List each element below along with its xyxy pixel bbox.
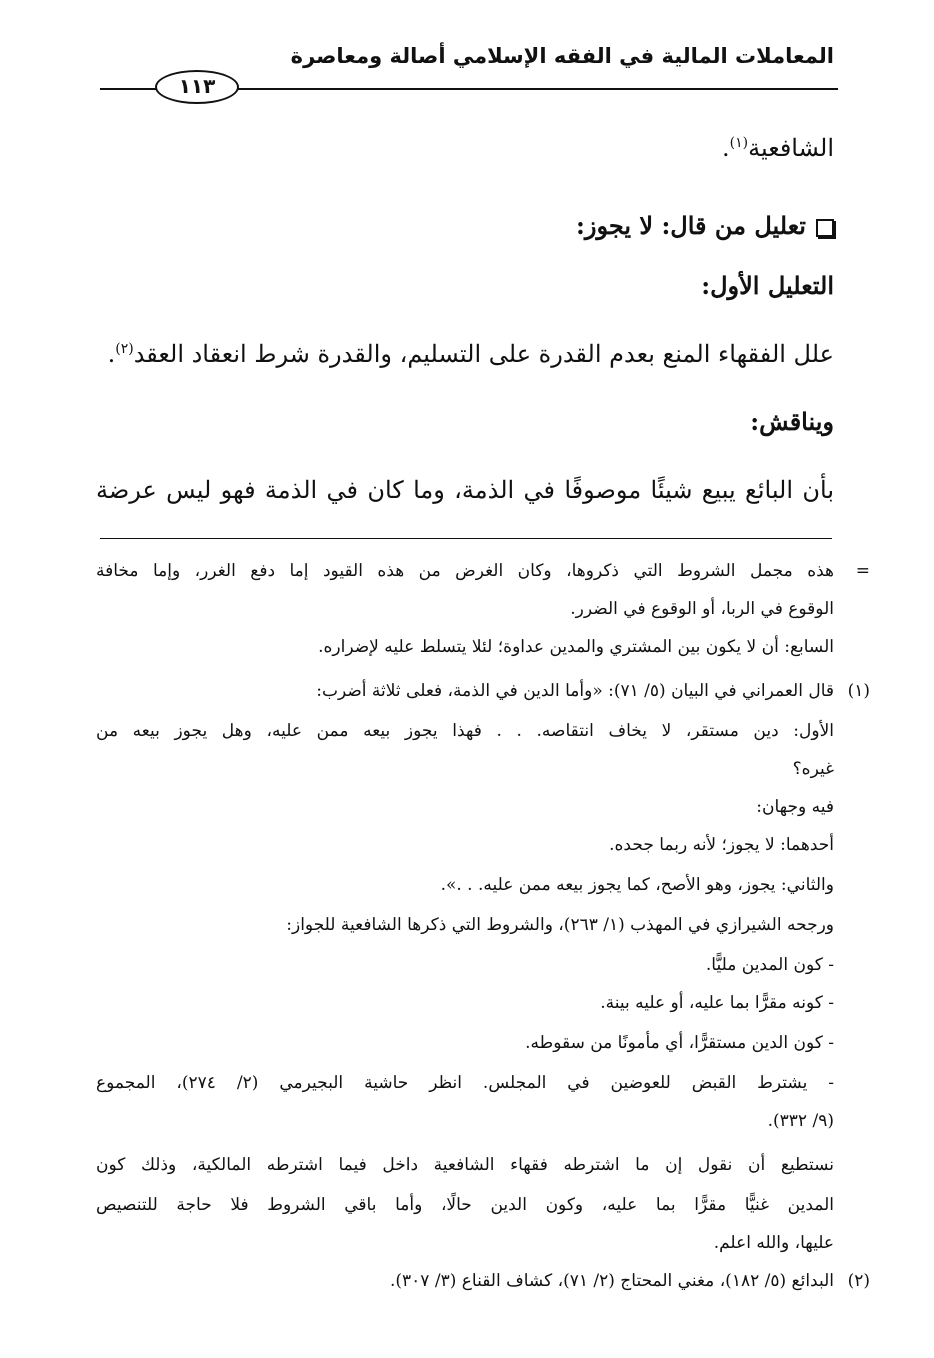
- section-heading-text: تعليل من قال: لا يجوز:: [576, 211, 806, 240]
- footnote-line: هذه مجمل الشروط التي ذكروها، وكان الغرض من هذه القيود إما دفع الغرر، وإما مخافة: [96, 561, 834, 581]
- body-line-1-end: .: [722, 134, 730, 162]
- footnote-line: - كون الدين مستقرًّا، أي مأمونًا من سقوطه.: [525, 1033, 834, 1053]
- running-header-title: المعاملات المالية في الفقه الإسلامي أصالة ومعاصرة: [290, 44, 834, 68]
- paragraph-1: [96, 334, 834, 374]
- page-number: ١١٣: [155, 70, 239, 104]
- footnote-ref-1: (١): [729, 135, 749, 151]
- footnote-line: أحدهما: لا يجوز؛ لأنه ربما جحده.: [609, 835, 834, 855]
- footnote-line: - كونه مقرًّا بما عليه، أو عليه بينة.: [600, 993, 834, 1013]
- footnote-line: (٩/ ٣٣٢).: [767, 1111, 834, 1131]
- footnote-marker-2: (٢): [847, 1271, 870, 1291]
- section-heading: [96, 206, 834, 246]
- footnote-line: نستطيع أن نقول إن ما اشترطه فقهاء الشافعية داخل فيما اشترطه المالكية، وذلك كون: [96, 1155, 834, 1175]
- square-bullet-icon: [816, 219, 834, 237]
- footnote-continuation-marker: =: [855, 561, 870, 581]
- paragraph-2: بأن البائع يبيع شيئًا موصوفًا في الذمة، وما كان في الذمة فهو ليس عرضة: [96, 476, 834, 504]
- footnote-line: المدين غنيًّا مقرًّا بما عليه، وكون الدين حالًا، وأما باقي الشروط فلا حاجة للتنصيص: [96, 1195, 835, 1215]
- footnote-line: البدائع (٥/ ١٨٢)، مغني المحتاج (٢/ ٧١)، كشاف القناع (٣/ ٣٠٧).: [389, 1271, 834, 1291]
- discussion-label: ويناقش:: [750, 407, 834, 436]
- footnote-line: الأول: دين مستقر، لا يخاف انتقاصه. . . فهذا يجوز بيعه ممن عليه، وهل يجوز بيعه من: [96, 721, 834, 741]
- paragraph-1-end: .: [107, 340, 116, 368]
- footnote-line: والثاني: يجوز، وهو الأصح، كما يجوز بيعه ممن عليه. . .».: [440, 875, 834, 895]
- footnote-line: - يشترط القبض للعوضين في المجلس. انظر حاشية البجيرمي (٢/ ٢٧٤)، المجموع: [96, 1073, 834, 1093]
- paragraph-1-text: علل الفقهاء المنع بعدم القدرة على التسليم، والقدرة شرط انعقاد العقد: [133, 340, 834, 368]
- footnote-line: عليها، والله اعلم.: [713, 1233, 834, 1253]
- body-line-1-text: الشافعية: [748, 134, 834, 162]
- footnote-line: فيه وجهان:: [756, 797, 834, 817]
- footnote-marker-1: (١): [847, 681, 870, 701]
- body-line-1: [96, 128, 834, 168]
- footnote-line: الوقوع في الربا، أو الوقوع في الضرر.: [570, 599, 834, 619]
- footnote-line: ورجحه الشيرازي في المهذب (١/ ٢٦٣)، والشروط التي ذكرها الشافعية للجواز:: [286, 915, 834, 935]
- footnote-ref-2: (٢): [115, 341, 134, 357]
- footnote-line: - كون المدين مليًّا.: [705, 955, 834, 975]
- subheading: التعليل الأول:: [701, 271, 834, 300]
- footnote-line: قال العمراني في البيان (٥/ ٧١): «وأما الدين في الذمة، فعلى ثلاثة أضرب:: [316, 681, 834, 701]
- footnote-line: السابع: أن لا يكون بين المشتري والمدين عداوة؛ لئلا يتسلط عليه لإضراره.: [318, 637, 834, 657]
- footnote-separator: [100, 538, 832, 539]
- footnote-line: غيره؟: [792, 759, 834, 779]
